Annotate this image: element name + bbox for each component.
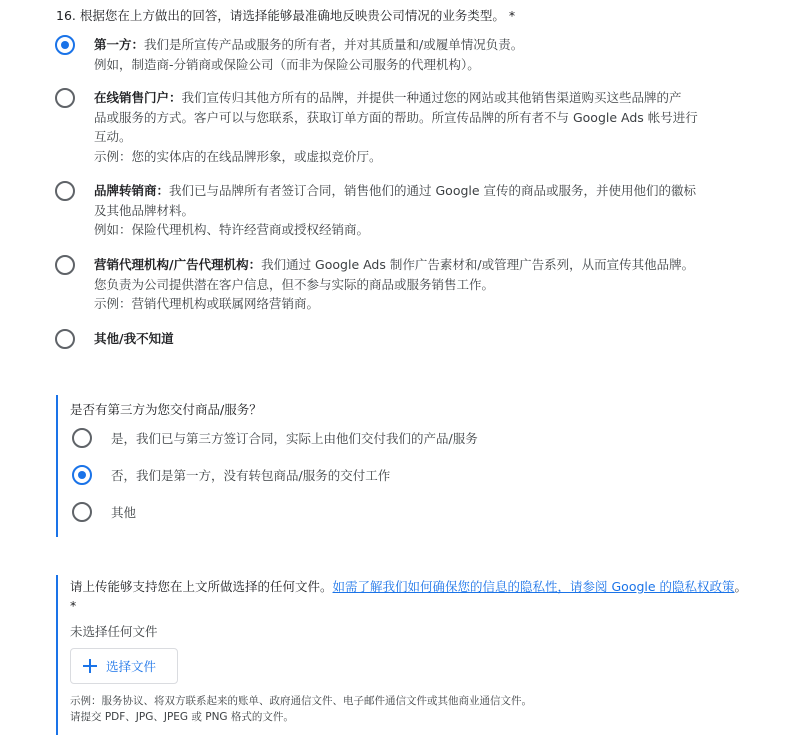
privacy-policy-link[interactable]: 如需了解我们如何确保您的信息的隐私性，请参阅 Google 的隐私权政策: [332, 579, 735, 594]
radio-unselected-icon[interactable]: [55, 88, 75, 108]
third-party-delivery-section: [56, 395, 758, 537]
plus-icon: [83, 659, 97, 673]
choose-file-label: 选择文件: [106, 659, 157, 674]
option-desc: 我们已与品牌所有者签订合同，销售他们的通过 Google 宣传的商品或服务，并使用他们的徽标: [169, 183, 697, 198]
option-desc: 及其他品牌材料。: [94, 202, 195, 218]
upload-question: [70, 577, 750, 615]
radio-unselected-icon[interactable]: [55, 255, 75, 275]
file-upload-section: [56, 575, 758, 735]
option-text: 是，我们已与第三方签订合同，实际上由他们交付我们的产品/服务: [111, 431, 478, 446]
option-desc: 我们宣传归其他方所有的品牌，并提供一种通过您的网站或其他销售渠道购买这些品牌的产: [181, 90, 682, 105]
option-label: 其他/我不知道: [94, 331, 174, 346]
option-label: 营销代理机构/广告代理机构：: [94, 257, 262, 272]
radio-selected-icon[interactable]: [55, 35, 75, 55]
option-desc: 示例：营销代理机构或联属网络营销商。: [94, 296, 320, 311]
option-desc: 我们是所宣传产品或服务的所有者，并对其质量和/或履单情况负责。: [144, 37, 524, 52]
no-file-selected-text: 未选择任何文件: [70, 624, 158, 639]
option-desc: 品或服务的方式。客户可以与您联系，获取订单方面的帮助。所宣传品牌的所有者不与 Google Ads 帐号进行: [94, 109, 698, 125]
option-text: 否，我们是第一方，没有转包商品/服务的交付工作: [111, 468, 391, 483]
question-16-title: 16. 根据您在上方做出的回答，请选择能够最准确地反映贵公司情况的业务类型。 *: [56, 8, 516, 23]
option-label: 第一方：: [94, 37, 145, 52]
option-label: 在线销售门户：: [94, 90, 182, 105]
third-party-question: 是否有第三方为您交付商品/服务？: [70, 402, 262, 417]
required-mark: 。 *: [70, 579, 748, 613]
option-text: 其他: [111, 505, 137, 520]
radio-unselected-icon[interactable]: [72, 428, 92, 448]
option-desc: 我们通过 Google Ads 制作广告素材和/或管理广告系列，从而宣传其他品牌。: [261, 257, 695, 272]
upload-hint-formats: 请提交 PDF、JPG、JPEG 或 PNG 格式的文件。: [70, 711, 294, 723]
option-desc: 例如，制造商-分销商或保险公司（而非为保险公司服务的代理机构）。: [94, 56, 480, 72]
option-desc: 您负责为公司提供潜在客户信息，但不参与实际的商品或服务销售工作。: [94, 276, 495, 292]
radio-unselected-icon[interactable]: [72, 502, 92, 522]
option-desc: 示例：您的实体店的在线品牌形象，或虚拟竞价厅。: [94, 148, 382, 164]
choose-file-button[interactable]: [70, 648, 178, 684]
radio-unselected-icon[interactable]: [55, 181, 75, 201]
option-desc: 例如：保险代理机构、特许经营商或授权经销商。: [94, 222, 370, 237]
option-desc: 互动。: [94, 129, 132, 144]
option-label: 品牌转销商：: [94, 183, 170, 198]
upload-hint-examples: 示例：服务协议、将双方联系起来的账单、政府通信文件、电子邮件通信文件或其他商业通信文件。: [70, 695, 532, 707]
radio-unselected-icon[interactable]: [55, 329, 75, 349]
radio-selected-icon[interactable]: [72, 465, 92, 485]
upload-question-text: 请上传能够支持您在上文所做选择的任何文件。: [70, 579, 333, 594]
